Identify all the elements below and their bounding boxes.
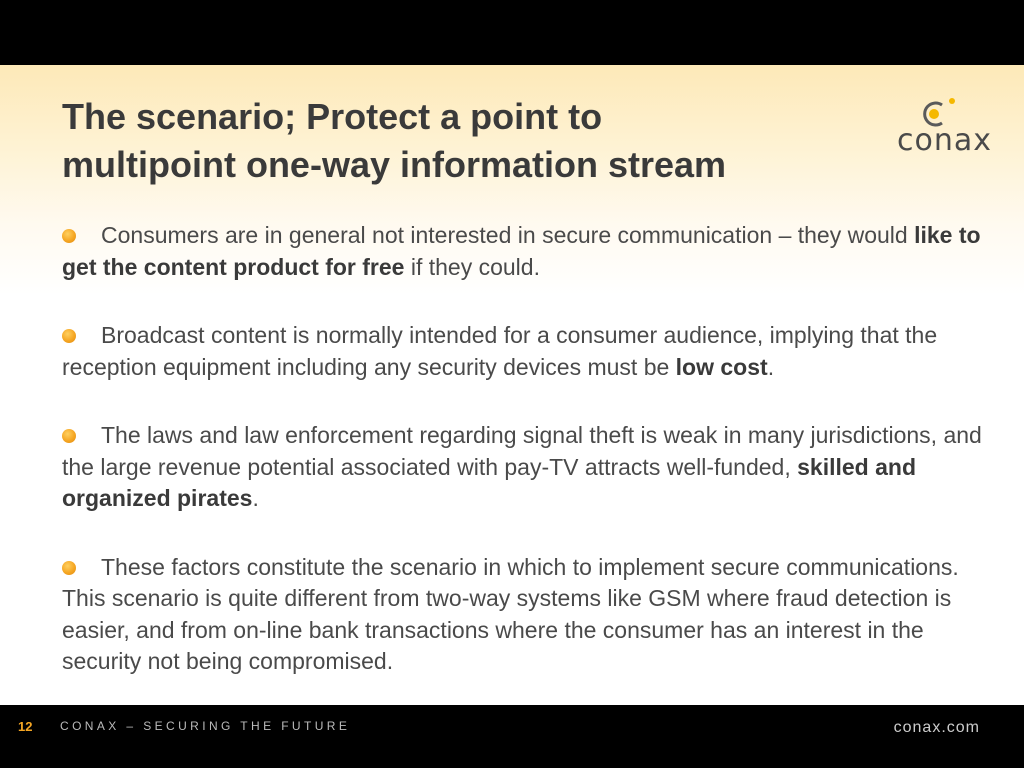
page-number: 12 <box>18 719 33 734</box>
conax-logo <box>876 95 992 157</box>
bullet-emphasis: like to get the content product for free <box>62 222 981 280</box>
slide-title <box>62 93 842 189</box>
bullet-dot-icon <box>62 429 76 443</box>
bullet-emphasis: skilled and organized pirates <box>62 453 916 511</box>
bullet-text: The laws and law enforcement regarding signal theft is weak in many jurisdictions, and the large revenue potential associated with pay-TV attracts well-funded, <box>62 422 982 480</box>
bullet-item <box>62 220 982 283</box>
bullet-dot-icon <box>62 329 76 343</box>
bullet-text: Broadcast content is normally intended for a consumer audience, implying that the reception equipment including any security devices must be <box>62 322 938 380</box>
bullet-text-end: if they could. <box>404 253 540 280</box>
bullet-list <box>62 220 982 715</box>
bullet-item <box>62 552 982 678</box>
bullet-text: These factors constitute the scenario in which to implement secure communications. This scenario is quite different from two-way systems like GSM where fraud detection is easier, and from on-line bank transactions where the consumer has an interest in the security not being compromised. <box>62 553 959 674</box>
slide-content <box>0 65 1024 705</box>
bullet-text-end: . <box>767 353 775 380</box>
slide-title-line-2: multipoint one-way information stream <box>62 144 727 185</box>
footer-website: conax.com <box>893 719 980 736</box>
bullet-emphasis: low cost <box>675 353 768 380</box>
bullet-text-end: . <box>252 485 259 511</box>
conax-logo-text: conax <box>897 123 992 158</box>
footer-tagline: CONAX – SECURING THE FUTURE <box>60 719 351 733</box>
bullet-dot-icon <box>62 229 76 243</box>
bullet-dot-icon <box>62 561 76 575</box>
bullet-item <box>62 420 982 515</box>
bullet-text: Consumers are in general not interested in secure communication – they would <box>101 222 915 248</box>
bullet-item <box>62 320 982 383</box>
slide-title-line-1: The scenario; Protect a point to <box>62 96 603 137</box>
